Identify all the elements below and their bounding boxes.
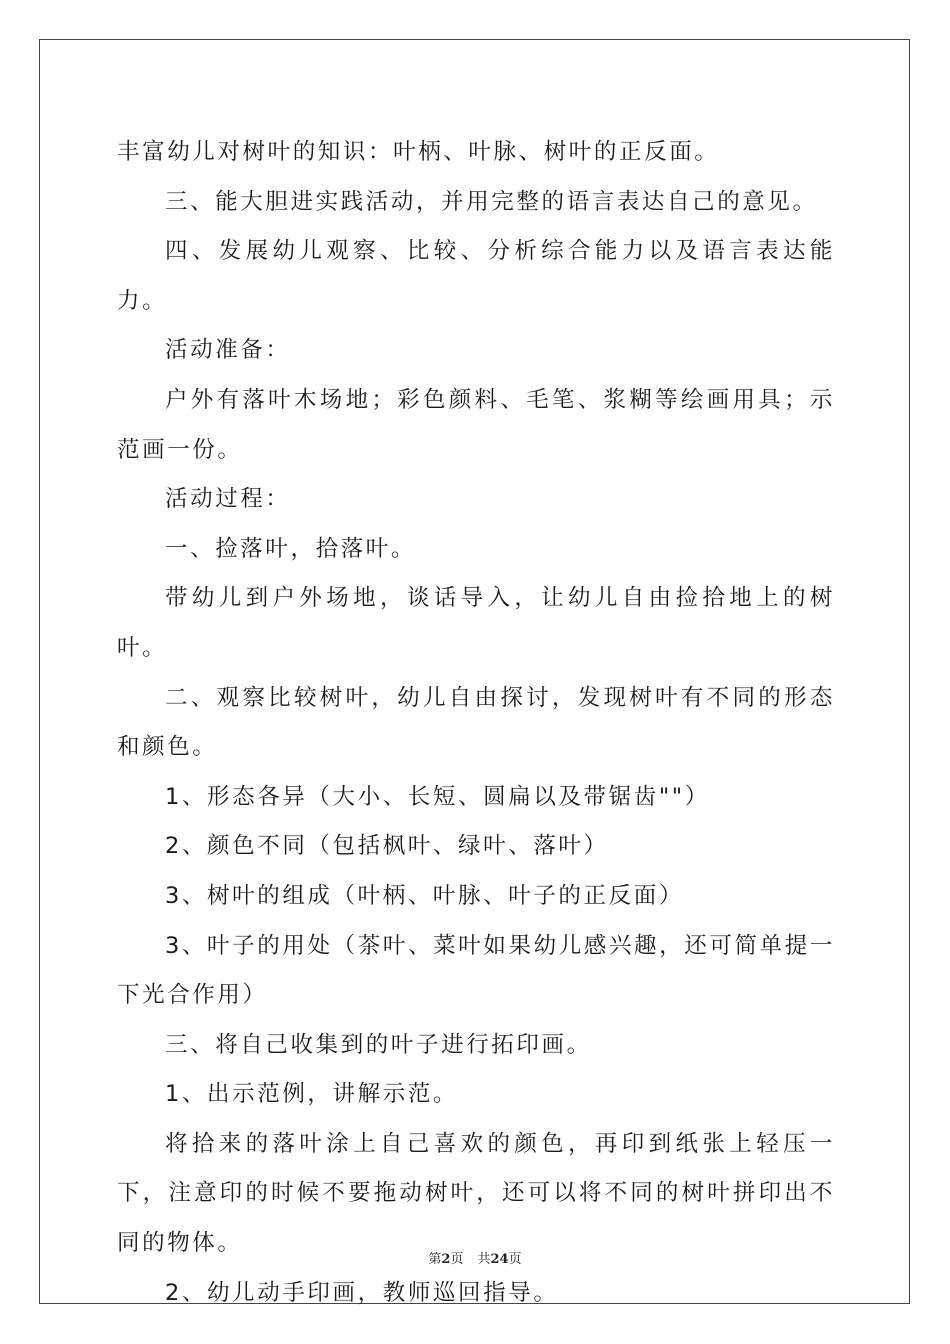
paragraph-5: 户外有落叶木场地；彩色颜料、毛笔、浆糊等绘画用具；示范画一份。 <box>117 386 835 463</box>
paragraph-2: 三、能大胆进实践活动，并用完整的语言表达自己的意见。 <box>165 188 818 215</box>
page-prefix: 第 <box>428 1252 442 1267</box>
total-pages: 24 <box>490 1252 509 1267</box>
paragraph-14: 三、将自己收集到的叶子进行拓印画。 <box>165 1031 592 1058</box>
paragraph-10: 1、形态各异（大小、长短、圆扁以及带锯齿""） <box>165 783 710 810</box>
paragraph-13: 3、叶子的用处（茶叶、菜叶如果幼儿感兴趣，还可简单提一下光合作用） <box>117 932 835 1009</box>
paragraph-16: 将拾来的落叶涂上自己喜欢的颜色，再印到纸张上轻压一下，注意印的时候不要拖动树叶，还可以将不同的树叶拼印出不同的物体。 <box>117 1130 835 1257</box>
page-footer <box>0 1248 950 1267</box>
paragraph-11: 2、颜色不同（包括枫叶、绿叶、落叶） <box>165 833 609 860</box>
paragraph-9: 二、观察比较树叶，幼儿自由探讨，发现树叶有不同的形态和颜色。 <box>117 684 835 761</box>
paragraph-3: 四、发展幼儿观察、比较、分析综合能力以及语言表达能力。 <box>117 238 835 314</box>
total-suffix: 页 <box>508 1252 522 1267</box>
paragraph-7: 一、捡落叶，拾落叶。 <box>165 535 417 562</box>
section-heading-preparation: 活动准备： <box>165 337 291 364</box>
paragraph-1: 丰富幼儿对树叶的知识：叶柄、叶脉、树叶的正反面。 <box>117 139 720 165</box>
paragraph-12: 3、树叶的组成（叶柄、叶脉、叶子的正反面） <box>165 882 684 909</box>
section-heading-process: 活动过程： <box>165 486 291 513</box>
page-suffix: 页 <box>450 1252 464 1267</box>
page-number: 2 <box>441 1252 451 1267</box>
total-prefix: 共 <box>477 1252 491 1267</box>
paragraph-17: 2、幼儿动手印画，教师巡回指导。 <box>165 1279 559 1306</box>
paragraph-8: 带幼儿到户外场地，谈话导入，让幼儿自由捡拾地上的树叶。 <box>117 585 835 661</box>
paragraph-15: 1、出示范例，讲解示范。 <box>165 1081 459 1108</box>
document-body <box>117 128 835 1318</box>
